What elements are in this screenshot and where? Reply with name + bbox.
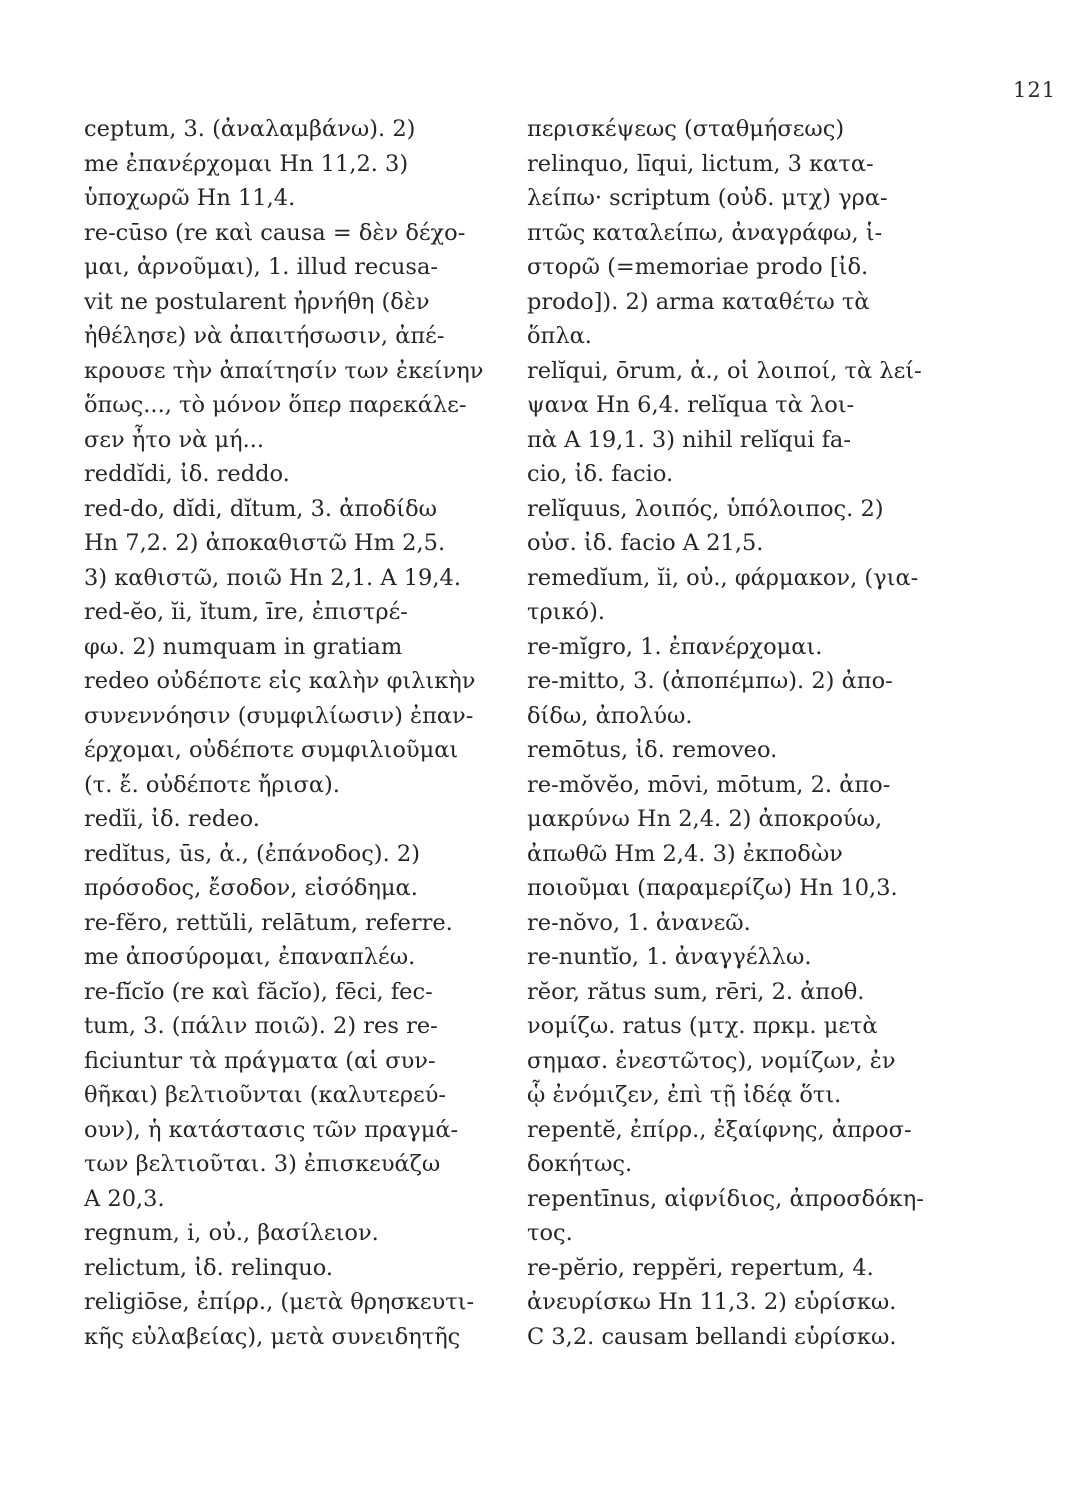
entry-line: rĕor, rătus sum, rēri, 2. ἀποθ. xyxy=(527,978,865,1005)
entry-line: θῆκαι) βελτιοῦνται (καλυτερεύ- xyxy=(84,1082,446,1108)
entry-line: ficiuntur τὰ πράγματα (αἱ συν- xyxy=(84,1047,436,1074)
entry-line: ἀνευρίσκω Hn 11,3. 2) εὑρίσκω. xyxy=(527,1289,897,1315)
entry-line: συνεννόησιν (συμφιλίωσιν) ἐπαν- xyxy=(84,702,474,729)
entry-line: re-mitto, 3. (ἀποπέμπω). 2) ἀπο- xyxy=(527,668,893,694)
entry-line: κῆς εὐλαβείας), μετὰ συνειδητῆς xyxy=(84,1323,461,1350)
entry-line: τος. xyxy=(527,1220,573,1246)
entry-line: πὰ A 19,1. 3) nihil relĭqui fa- xyxy=(527,426,851,453)
entry-line: πρόσοδος, ἔσοδον, εἰσόδημα. xyxy=(84,875,418,901)
entry-line: ὅπλα. xyxy=(527,323,592,349)
right-column xyxy=(527,112,967,1354)
entry-line: ὅπως..., τὸ μόνον ὅπερ παρεκάλε- xyxy=(84,392,467,418)
entry-line: στορῶ (=memoriae prodo [ἰδ. xyxy=(527,254,869,280)
page-number: 121 xyxy=(1013,78,1057,102)
entry-line: reddĭdi, ἰδ. reddo. xyxy=(84,461,290,487)
entry-line: νομίζω. ratus (μτχ. πρκμ. μετὰ xyxy=(527,1013,878,1039)
entry-line: φω. 2) numquam in gratiam xyxy=(84,633,403,660)
entry-line: relictum, ἰδ. relinquo. xyxy=(84,1254,334,1281)
entry-line: πτῶς καταλείπω, ἀναγράφω, ἱ- xyxy=(527,219,883,246)
entry-line: ᾧ ἐνόμιζεν, ἐπὶ τῇ ἰδέᾳ ὅτι. xyxy=(527,1082,842,1108)
entry-line: me ἀποσύρομαι, ἐπαναπλέω. xyxy=(84,944,416,970)
entry-line: remedĭum, ĭi, οὐ., φάρμακον, (για- xyxy=(527,564,919,591)
entry-line: red-ĕo, ĭi, ĭtum, īre, ἐπιστρέ- xyxy=(84,599,408,625)
entry-line: σημασ. ἐνεστῶτος), νομίζων, ἐν xyxy=(527,1047,896,1074)
entry-line: 3) καθιστῶ, ποιῶ Hn 2,1. A 19,4. xyxy=(84,564,461,591)
entry-line: τρικό). xyxy=(527,599,606,625)
entry-line: ψανα Hn 6,4. relĭqua τὰ λοι- xyxy=(527,392,855,418)
entry-line: (τ. ἔ. οὐδέποτε ἤρισα). xyxy=(84,771,340,798)
entry-line: των βελτιοῦται. 3) ἐπισκευάζω xyxy=(84,1151,441,1177)
entry-line: tum, 3. (πάλιν ποιῶ). 2) res re- xyxy=(84,1013,438,1039)
entry-line: relĭquus, λοιπός, ὑπόλοιπος. 2) xyxy=(527,495,884,522)
entry-line: red-do, dĭdi, dĭtum, 3. ἀποδίδω xyxy=(84,495,438,522)
entry-line: redĭtus, ūs, ἀ., (ἐπάνοδος). 2) xyxy=(84,840,420,867)
entry-line: re-fĭcĭo (re καὶ făcĭo), fēci, fec- xyxy=(84,978,433,1005)
entry-line: δίδω, ἀπολύω. xyxy=(527,702,693,729)
entry-line: re-nŏvo, 1. ἀνανεῶ. xyxy=(527,909,751,936)
entry-line: cio, ἰδ. facio. xyxy=(527,461,674,487)
entry-line: remōtus, ἰδ. removeo. xyxy=(527,737,778,763)
entry-line: re-fĕro, rettŭli, relātum, referre. xyxy=(84,909,453,936)
entry-line: prodo]). 2) arma καταθέτω τὰ xyxy=(527,288,870,315)
entry-line: ὑποχωρῶ Hn 11,4. xyxy=(84,185,296,211)
entry-line: λείπω· scriptum (οὐδ. μτχ) γρα- xyxy=(527,185,888,211)
left-column xyxy=(84,112,514,1354)
entry-line: ceptum, 3. (ἀναλαμβάνω). 2) xyxy=(84,116,416,142)
entry-line: repentīnus, αἰφνίδιος, ἀπροσδόκη- xyxy=(527,1185,924,1212)
entry-line: me ἐπανέρχομαι Hn 11,2. 3) xyxy=(84,150,409,177)
entry-line: κρουσε τὴν ἀπαίτησίν των ἐκείνην xyxy=(84,357,484,384)
entry-line: δοκήτως. xyxy=(527,1151,633,1177)
entry-line: regnum, i, οὐ., βασίλειον. xyxy=(84,1220,379,1246)
entry-line: A 20,3. xyxy=(84,1185,165,1212)
entry-line: relinquo, līqui, lictum, 3 κατα- xyxy=(527,150,874,177)
entry-line: έρχομαι, οὐδέποτε συμφιλιοῦμαι xyxy=(84,737,459,763)
entry-line: περισκέψεως (σταθμήσεως) xyxy=(527,116,845,142)
entry-line: ουν), ἡ κατάστασις τῶν πραγμά- xyxy=(84,1116,459,1143)
entry-line: Hn 7,2. 2) ἀποκαθιστῶ Hm 2,5. xyxy=(84,530,446,556)
entry-line: re-pĕrio, reppĕri, repertum, 4. xyxy=(527,1254,874,1281)
entry-line: C 3,2. causam bellandi εὑρίσκω. xyxy=(527,1323,897,1350)
entry-line: vit ne postularent ἠρνήθη (δὲν xyxy=(84,288,430,315)
entry-line: μακρύνω Hn 2,4. 2) ἀποκρούω, xyxy=(527,806,883,832)
entry-line: re-cūso (re καὶ causa = δὲν δέχο- xyxy=(84,219,466,246)
entry-line: μαι, ἀρνοῦμαι), 1. illud recusa- xyxy=(84,254,438,280)
entry-line: re-mĭgro, 1. ἐπανέρχομαι. xyxy=(527,633,823,660)
entry-line: σεν ἦτο νὰ μή... xyxy=(84,426,265,453)
entry-line: redĭi, ἰδ. redeo. xyxy=(84,806,260,832)
entry-line: ποιοῦμαι (παραμερίζω) Hn 10,3. xyxy=(527,875,898,901)
entry-line: οὐσ. ἰδ. facio A 21,5. xyxy=(527,530,764,556)
entry-line: ἠθέλησε) νὰ ἀπαιτήσωσιν, ἀπέ- xyxy=(84,323,445,349)
entry-line: re-mŏvĕo, mōvi, mōtum, 2. ἀπο- xyxy=(527,771,891,798)
entry-line: ἀπωθῶ Hm 2,4. 3) ἐκποδὼν xyxy=(527,840,843,867)
entry-line: relĭqui, ōrum, ἀ., οἱ λοιποί, τὰ λεί- xyxy=(527,357,922,384)
entry-line: repentĕ, ἐπίρρ., ἐξαίφνης, ἀπροσ- xyxy=(527,1116,912,1143)
entry-line: redeo οὐδέποτε εἰς καλὴν φιλικὴν xyxy=(84,668,476,694)
entry-line: re-nuntĭo, 1. ἀναγγέλλω. xyxy=(527,944,812,970)
entry-line: religiōse, ἐπίρρ., (μετὰ θρησκευτι- xyxy=(84,1289,475,1315)
